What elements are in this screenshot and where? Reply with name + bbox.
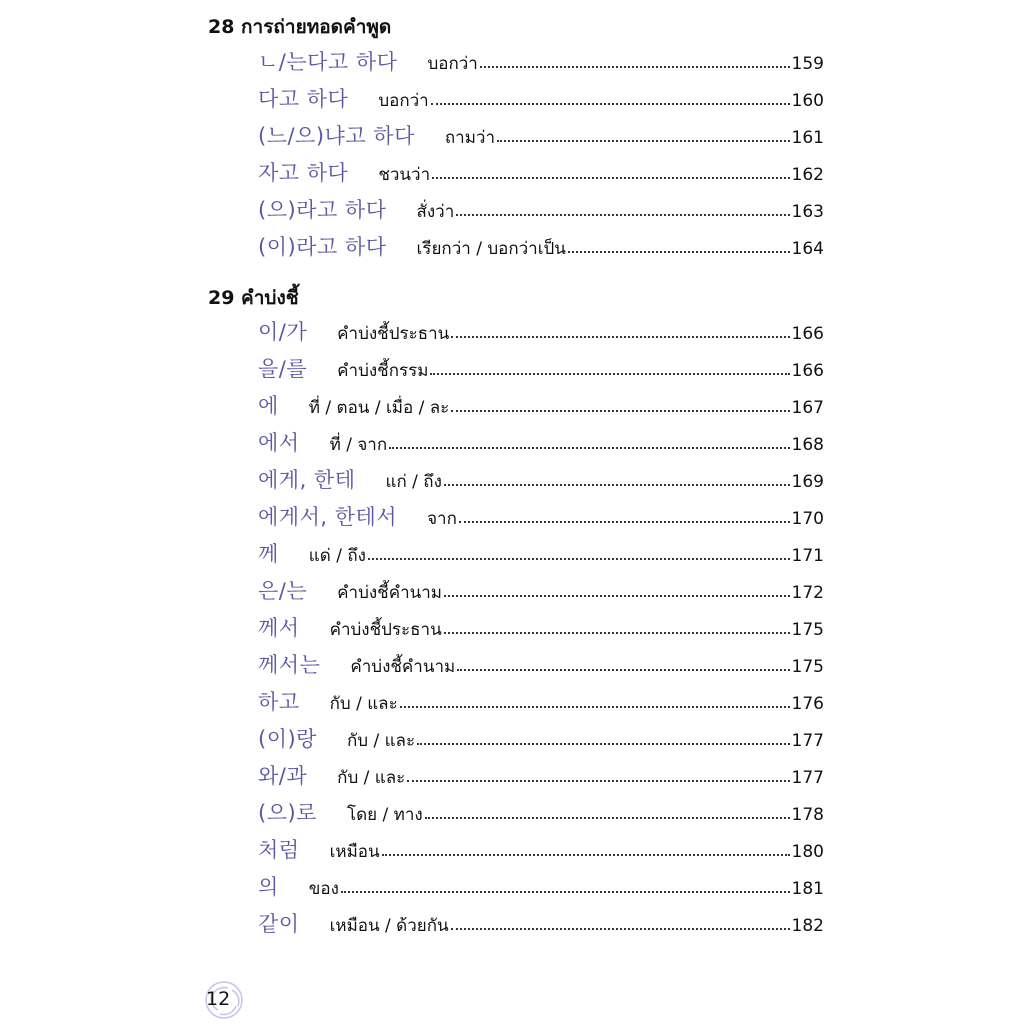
thai-meaning: จาก: [427, 509, 457, 529]
toc-entry[interactable]: [258, 612, 824, 642]
korean-term: 은/는: [258, 579, 308, 603]
thai-meaning: แด่ / ถึง: [308, 546, 366, 566]
korean-term: 께: [258, 542, 279, 566]
korean-term: (이)랑: [258, 727, 317, 751]
dot-leader: [417, 742, 789, 745]
dot-leader: [444, 594, 790, 597]
korean-term: (으)로: [258, 801, 317, 825]
page-ref: 178: [791, 805, 824, 825]
thai-meaning: คำบ่งชี้คำนาม: [350, 657, 456, 677]
dot-leader: [444, 631, 790, 634]
page-ref: 166: [791, 324, 824, 344]
toc-entry[interactable]: [258, 908, 824, 938]
korean-term: ㄴ/는다고 하다: [258, 50, 398, 74]
thai-meaning: แก่ / ถึง: [385, 472, 442, 492]
dot-leader: [456, 213, 789, 216]
dot-leader: [457, 668, 789, 671]
dot-leader: [430, 372, 789, 375]
toc-entry[interactable]: [258, 797, 824, 827]
korean-term: 하고: [258, 690, 300, 714]
page-ref: 168: [791, 435, 824, 455]
page-ref: 162: [791, 165, 824, 185]
korean-term: 의: [258, 875, 279, 899]
page-ref: 175: [791, 620, 824, 640]
dot-leader: [431, 102, 790, 105]
toc-entry[interactable]: [258, 120, 824, 150]
korean-term: (느/으)냐고 하다: [258, 124, 415, 148]
section-title-28: 28 การถ่ายทอดคำพูด: [208, 16, 392, 38]
korean-term: 같이: [258, 912, 300, 936]
page-ref: 160: [791, 91, 824, 111]
page-ref: 172: [791, 583, 824, 603]
dot-leader: [425, 816, 790, 819]
thai-meaning: กับ / และ: [329, 694, 398, 714]
page-ref: 159: [791, 54, 824, 74]
korean-term: 다고 하다: [258, 87, 349, 111]
page-number: 12: [206, 988, 231, 1010]
page-ref: 163: [791, 202, 824, 222]
dot-leader: [407, 779, 789, 782]
page-ref: 180: [791, 842, 824, 862]
page-ref: 166: [791, 361, 824, 381]
dot-leader: [451, 927, 790, 930]
korean-term: 자고 하다: [258, 161, 349, 185]
page-ref: 171: [791, 546, 824, 566]
thai-meaning: ของ: [308, 879, 339, 899]
toc-entry[interactable]: [258, 46, 824, 76]
thai-meaning: สั่งว่า: [416, 202, 455, 222]
korean-term: 이/가: [258, 320, 308, 344]
thai-meaning: บอกว่า: [378, 91, 429, 111]
thai-meaning: ที่ / จาก: [329, 435, 388, 455]
thai-meaning: โดย / ทาง: [346, 805, 423, 825]
toc-entry[interactable]: [258, 723, 824, 753]
toc-entry[interactable]: [258, 760, 824, 790]
dot-leader: [400, 705, 790, 708]
korean-term: 께서: [258, 616, 300, 640]
toc-entry[interactable]: [258, 157, 824, 187]
korean-term: 에게, 한테: [258, 468, 356, 492]
thai-meaning: ที่ / ตอน / เมื่อ / ละ: [308, 398, 450, 418]
thai-meaning: ชวนว่า: [378, 165, 431, 185]
page-ref: 161: [791, 128, 824, 148]
dot-leader: [341, 890, 790, 893]
thai-meaning: คำบ่งชี้ประธาน: [337, 324, 450, 344]
dot-leader: [444, 483, 790, 486]
page-ref: 177: [791, 731, 824, 751]
thai-meaning: เหมือน: [329, 842, 380, 862]
korean-term: (으)라고 하다: [258, 198, 387, 222]
thai-meaning: เรียกว่า / บอกว่าเป็น: [416, 239, 566, 259]
page-ref: 164: [791, 239, 824, 259]
thai-meaning: คำบ่งชี้คำนาม: [337, 583, 442, 603]
toc-entry[interactable]: [258, 575, 824, 605]
toc-entry[interactable]: [258, 501, 824, 531]
page-ref: 175: [791, 657, 824, 677]
toc-entry[interactable]: [258, 871, 824, 901]
dot-leader: [497, 139, 790, 142]
toc-entry[interactable]: [258, 353, 824, 383]
toc-entry[interactable]: [258, 538, 824, 568]
korean-term: 에서: [258, 431, 300, 455]
section-title-29: 29 คำบ่งชี้: [208, 287, 299, 309]
toc-entry[interactable]: [258, 231, 824, 261]
toc-entry[interactable]: [258, 316, 824, 346]
toc-entry[interactable]: [258, 83, 824, 113]
korean-term: 처럼: [258, 838, 300, 862]
dot-leader: [389, 446, 789, 449]
dot-leader: [480, 65, 790, 68]
thai-meaning: กับ / และ: [337, 768, 406, 788]
dot-leader: [368, 557, 790, 560]
toc-entry[interactable]: [258, 834, 824, 864]
thai-meaning: บอกว่า: [427, 54, 478, 74]
dot-leader: [451, 335, 789, 338]
page-ref: 177: [791, 768, 824, 788]
thai-meaning: ถามว่า: [444, 128, 495, 148]
toc-entry[interactable]: [258, 427, 824, 457]
dot-leader: [432, 176, 789, 179]
toc-entry[interactable]: [258, 464, 824, 494]
toc-entry[interactable]: [258, 686, 824, 716]
page-ref: 182: [791, 916, 824, 936]
toc-entry[interactable]: [258, 194, 824, 224]
korean-term: 와/과: [258, 764, 308, 788]
thai-meaning: เหมือน / ด้วยกัน: [329, 916, 449, 936]
dot-leader: [382, 853, 790, 856]
dot-leader: [568, 250, 790, 253]
thai-meaning: กับ / และ: [346, 731, 416, 751]
thai-meaning: คำบ่งชี้ประธาน: [329, 620, 442, 640]
korean-term: (이)라고 하다: [258, 235, 387, 259]
dot-leader: [459, 520, 790, 523]
korean-term: 께서는: [258, 653, 321, 677]
toc-entry[interactable]: [258, 390, 824, 420]
toc-entry[interactable]: [258, 649, 824, 679]
page-ref: 170: [791, 509, 824, 529]
korean-term: 을/를: [258, 357, 308, 381]
thai-meaning: คำบ่งชี้กรรม: [337, 361, 429, 381]
page-ref: 167: [791, 398, 824, 418]
dot-leader: [451, 409, 789, 412]
page-ref: 169: [791, 472, 824, 492]
korean-term: 에게서, 한테서: [258, 505, 398, 529]
page-ref: 181: [791, 879, 824, 899]
page-ref: 176: [791, 694, 824, 714]
korean-term: 에: [258, 394, 279, 418]
